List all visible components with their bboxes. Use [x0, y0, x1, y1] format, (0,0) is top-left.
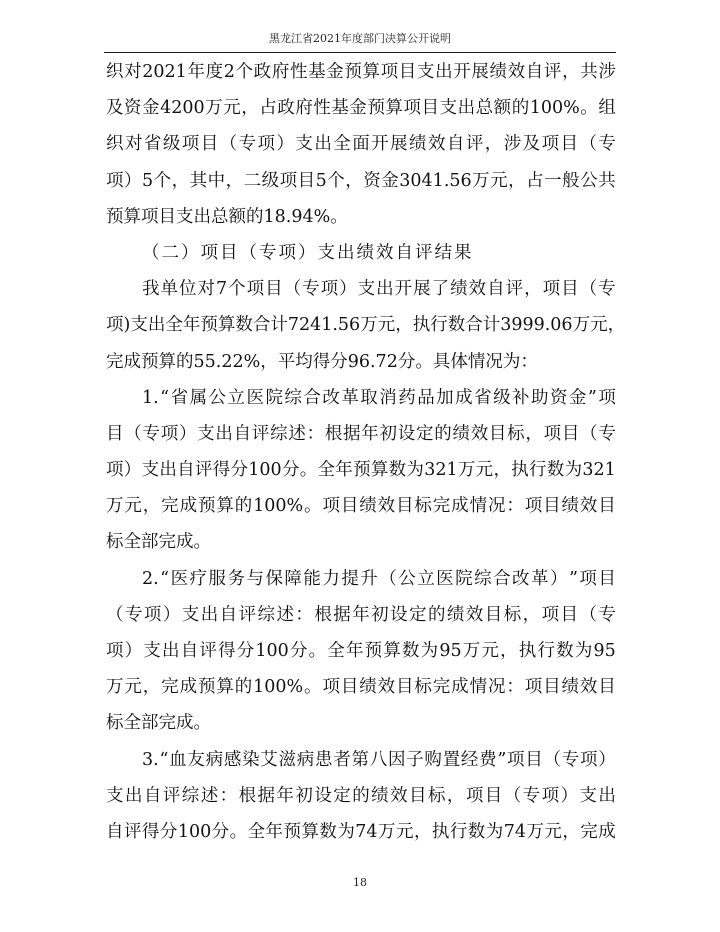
text-line: 标全部完成。: [106, 713, 211, 734]
text-line: 目 （ 专 项 ） 支 出 自 评 综 述 ： 根 据 年 初 设 定 的 绩 效 目 标 ， 项 目 （ 专: [106, 423, 616, 444]
text-line: 3. “ 血 友 病 感 染 艾 滋 病 患 者 第 八 因 子 购 置 经 费 ” 项 目 （ 专 项 ）: [142, 749, 616, 770]
text-line: 标全部完成。: [106, 532, 211, 553]
text-line: 万 元 ， 完 成 预 算 的 100% 。 项 目 绩 效 目 标 完 成 情 况 ： 项 目 绩 效 目: [106, 496, 616, 517]
text-line: 万 元 ， 完 成 预 算 的 100% 。 项 目 绩 效 目 标 完 成 情 况 ： 项 目 绩 效 目: [106, 677, 616, 698]
text-line: 项 ） 支 出 自 评 得 分 100 分 。 全 年 预 算 数 为 95 万 元 ， 执 行 数 为 95: [106, 641, 616, 661]
text-line: 织 对 省 级 项 目 （ 专 项 ） 支 出 全 面 开 展 绩 效 自 评 ， 涉 及 项 目 （ 专: [106, 134, 616, 155]
text-line: 项 ） 5 个 ， 其 中 ， 二 级 项 目 5 个 ， 资 金 3041.56 万 元 ， 占 一 般 公 共: [106, 170, 616, 191]
text-line: 项 ) 支 出 全 年 预 算 数 合 计 7241.56 万 元 ， 执 行 数 合 计 3999.06 万 元 ，: [106, 315, 626, 336]
header-rule: [104, 52, 616, 53]
text-line: 织 对 2021 年 度 2 个 政 府 性 基 金 预 算 项 目 支 出 开 展 绩 效 自 评 ， 共 涉: [106, 62, 616, 82]
page-number: 18: [353, 876, 367, 889]
text-line: 完成预算的55.22%，平均得分96.72分。具体情况为：: [106, 351, 538, 372]
text-line: （ 专 项 ） 支 出 自 评 综 述 ： 根 据 年 初 设 定 的 绩 效 目 标 ， 项 目 （ 专: [106, 604, 616, 625]
running-header: 黑龙江省2021年度部门决算公开说明: [269, 32, 451, 45]
text-line: 及 资 金 4200 万 元 ， 占 政 府 性 基 金 预 算 项 目 支 出 总 额 的 100% 。 组: [106, 98, 616, 119]
text-line: 预算项目支出总额的18.94%。: [106, 206, 348, 227]
text-line: 我 单 位 对 7 个 项 目 （ 专 项 ） 支 出 开 展 了 绩 效 自 评 ， 项 目 （ 专: [142, 279, 616, 300]
text-line: 项 ） 支 出 自 评 得 分 100 分 。 全 年 预 算 数 为 321 万 元 ， 执 行 数 为 321: [106, 460, 616, 481]
text-line: 支 出 自 评 综 述 ： 根 据 年 初 设 定 的 绩 效 目 标 ， 项 目 （ 专 项 ） 支 出: [106, 785, 616, 806]
document-body: [106, 54, 626, 850]
text-line: 2. “ 医 疗 服 务 与 保 障 能 力 提 升 （ 公 立 医 院 综 合 改 革 ） ” 项 目: [142, 568, 616, 589]
section-heading: （二）项目（专项）支出绩效自评结果: [142, 242, 474, 263]
text-line: 1. “ 省 属 公 立 医 院 综 合 改 革 取 消 药 品 加 成 省 级 补 助 资 金 ” 项: [142, 387, 616, 408]
text-line: 自 评 得 分 100 分 。 全 年 预 算 数 为 74 万 元 ， 执 行 数 为 74 万 元 ， 完 成: [106, 821, 616, 842]
